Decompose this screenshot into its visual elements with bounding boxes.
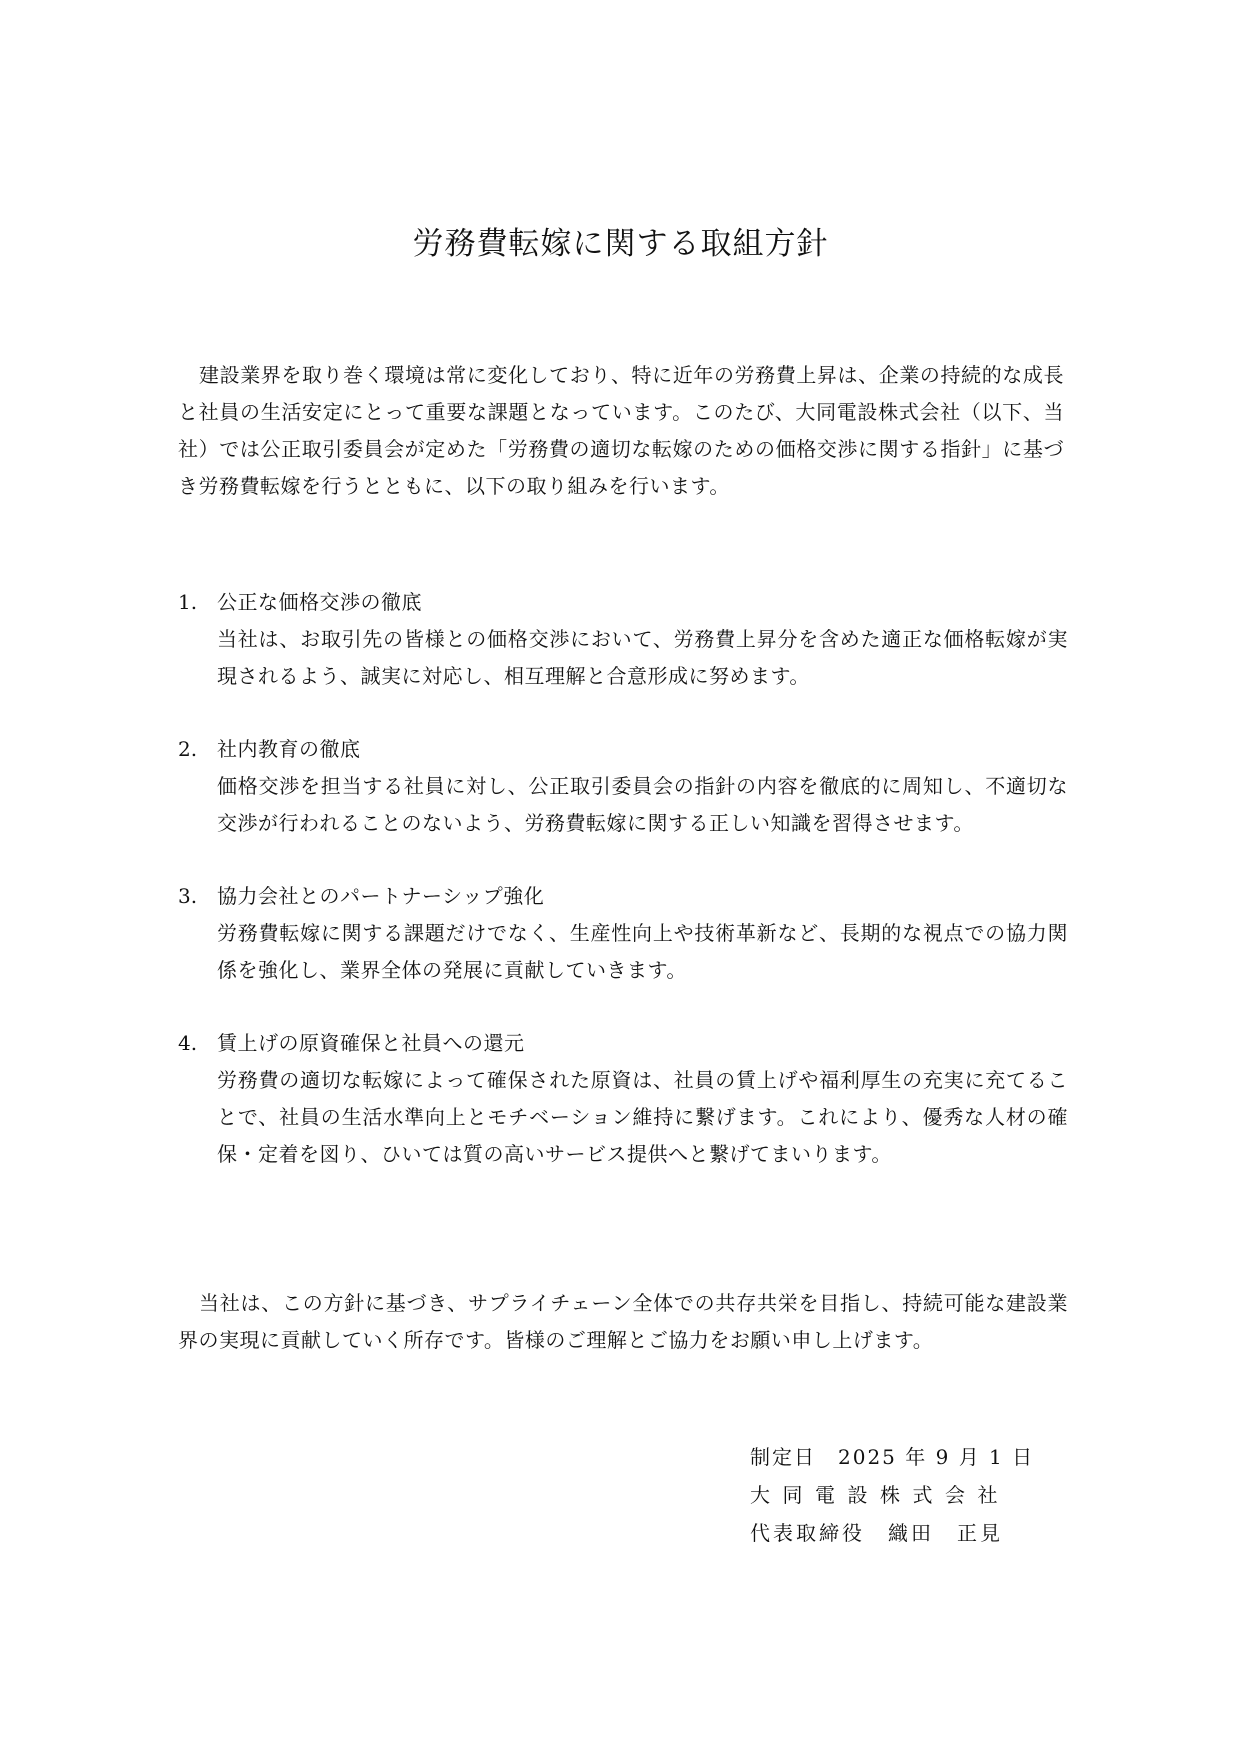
closing-paragraph: 当社は、この方針に基づき、サプライチェーン全体での共存共栄を目指し、持続可能な建設業界の実現に貢献していく所存です。皆様のご理解とご協力をお願い申し上げます。 — [178, 1291, 1068, 1352]
policy-item-body: 価格交渉を担当する社員に対し、公正取引委員会の指針の内容を徹底的に周知し、不適切な交渉が行われることのないよう、労務費転嫁に関する正しい知識を習得させます。 — [217, 774, 1068, 835]
policy-list — [178, 584, 1068, 1209]
policy-item-heading: 協力会社とのパートナーシップ強化 — [217, 884, 545, 908]
policy-item-heading: 賃上げの原資確保と社員への還元 — [217, 1031, 525, 1055]
policy-item-number: 4. — [178, 1031, 198, 1055]
enactment-date: 制定日 2025 年 9 月 1 日 — [750, 1445, 1035, 1469]
policy-item-body: 労務費転嫁に関する課題だけでなく、生産性向上や技術革新など、長期的な視点での協力関係を強化し、業界全体の発展に貢献していきます。 — [217, 921, 1068, 982]
intro-paragraph: 建設業界を取り巻く環境は常に変化しており、特に近年の労務費上昇は、企業の持続的な成長と社員の生活安定にとって重要な課題となっています。このたび、大同電設株式会社（以下、当社）では公正取引委員会が定めた「労務費の適切な転嫁のための価格交渉に関する指針」に基づき労務費転嫁を行うとともに、以下の取り組みを行います。 — [178, 363, 1064, 498]
policy-item-body: 労務費の適切な転嫁によって確保された原資は、社員の賃上げや福利厚生の充実に充てることで、社員の生活水準向上とモチベーション維持に繋げます。これにより、優秀な人材の確保・定着を図り、ひいては質の高いサービス提供へと繋げてまいります。 — [217, 1068, 1068, 1166]
policy-item-3 — [178, 878, 1068, 989]
representative-name: 代表取締役 織田 正見 — [750, 1521, 1003, 1545]
page-title: 労務費転嫁に関する取組方針 — [412, 226, 829, 262]
policy-item-number: 2. — [178, 737, 198, 761]
policy-item-1 — [178, 584, 1068, 695]
policy-item-4 — [178, 1025, 1068, 1173]
policy-item-number: 3. — [178, 884, 198, 908]
policy-item-heading: 社内教育の徹底 — [217, 737, 361, 761]
policy-item-2 — [178, 731, 1068, 842]
company-name: 大同電設株式会社 — [750, 1483, 1010, 1507]
policy-item-body: 当社は、お取引先の皆様との価格交渉において、労務費上昇分を含めた適正な価格転嫁が実現されるよう、誠実に対応し、相互理解と合意形成に努めます。 — [217, 627, 1068, 688]
signature-block — [750, 1438, 1070, 1552]
policy-item-heading: 公正な価格交渉の徹底 — [217, 590, 422, 614]
policy-item-number: 1. — [178, 590, 198, 614]
